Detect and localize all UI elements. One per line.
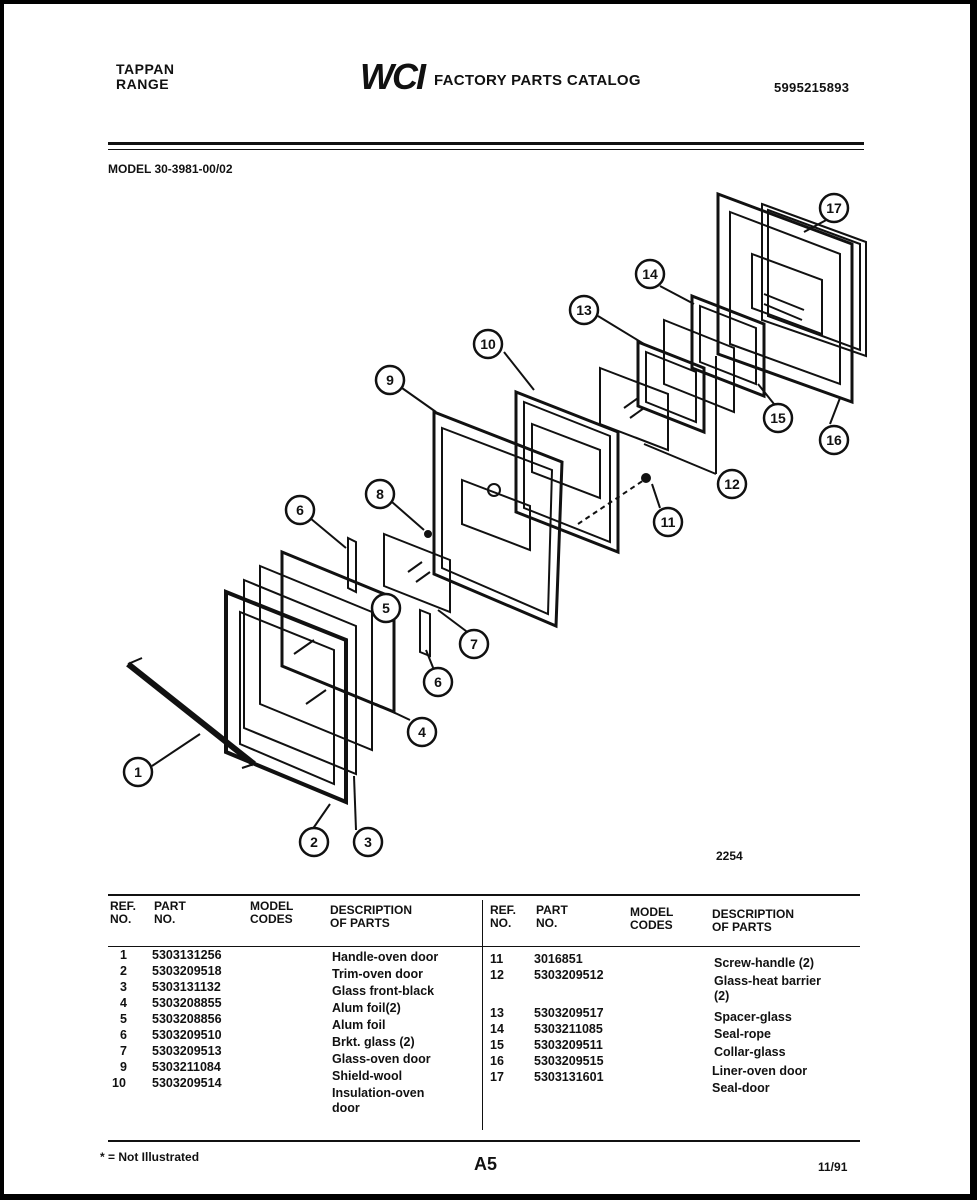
callout-9: 9 — [386, 372, 394, 388]
callout-16: 16 — [826, 432, 842, 448]
row-ref: 11 — [490, 952, 504, 966]
callout-6-upper: 6 — [296, 502, 304, 518]
row-part: 5303209511 — [534, 1038, 603, 1052]
part-alum-foil — [282, 552, 394, 712]
row-part: 5303208856 — [152, 1012, 222, 1026]
exploded-diagram — [4, 4, 970, 884]
header-ref-left: REF. NO. — [110, 899, 137, 926]
part-handle-oven-door — [128, 658, 254, 768]
row-part: 5303209510 — [152, 1028, 222, 1042]
callout-8: 8 — [376, 486, 384, 502]
parts-catalog-page — [4, 4, 970, 1194]
callout-4: 4 — [418, 724, 426, 740]
header-part-left: PART NO. — [154, 899, 186, 926]
row-part: 5303211085 — [534, 1022, 603, 1036]
row-ref: 9 — [120, 1060, 127, 1074]
row-ref: 2 — [120, 964, 127, 978]
part-bracket-glass-upper — [348, 538, 356, 592]
row-desc: Handle-oven door — [332, 950, 439, 964]
part-insulation — [516, 392, 618, 552]
header-codes-left: MODEL CODES — [250, 899, 294, 926]
row-desc: Trim-oven door — [332, 967, 423, 981]
part-shield-wool — [434, 412, 562, 626]
catalog-title: FACTORY PARTS CATALOG — [434, 72, 641, 89]
row-part: 5303209514 — [152, 1076, 222, 1090]
row-desc: Seal-door — [712, 1081, 770, 1095]
row-ref: 16 — [490, 1054, 504, 1068]
row-desc: Screw-handle (2) — [714, 956, 815, 970]
row-desc: Insulation-oven door — [332, 1086, 425, 1115]
table-divider — [482, 900, 483, 1130]
row-part: 5303131256 — [152, 948, 222, 962]
part-screw-handle — [642, 474, 650, 482]
model-number: MODEL 30-3981-00/02 — [108, 162, 233, 176]
callout-11: 11 — [660, 514, 676, 530]
row-part: 5303209512 — [534, 968, 604, 982]
row-part: 5303209518 — [152, 964, 222, 978]
row-ref: 13 — [490, 1006, 504, 1020]
callout-2: 2 — [310, 834, 318, 850]
page-number: A5 — [474, 1154, 498, 1174]
callout-14: 14 — [642, 266, 658, 282]
callout-5: 5 — [382, 600, 390, 616]
catalog-number: 5995215893 — [774, 80, 850, 95]
row-ref: 1 — [120, 948, 127, 962]
header-part-right: PART NO. — [536, 903, 568, 930]
header-desc-left: DESCRIPTION OF PARTS — [330, 903, 413, 930]
callout-17: 17 — [826, 200, 842, 216]
figure-number: 2254 — [716, 849, 743, 863]
callout-15: 15 — [770, 410, 786, 426]
row-desc: Glass front-black — [332, 984, 435, 998]
row-part: 5303208855 — [152, 996, 222, 1010]
row-ref: 6 — [120, 1028, 127, 1042]
table-bottom-rule — [108, 1140, 860, 1142]
brand-line1: TAPPAN — [116, 61, 175, 77]
callout-1: 1 — [134, 764, 142, 780]
row-ref: 14 — [490, 1022, 504, 1036]
callout-12: 12 — [724, 476, 740, 492]
row-desc: Spacer-glass — [714, 1010, 792, 1024]
row-desc: Liner-oven door — [712, 1064, 808, 1078]
header-ref-right: REF. NO. — [490, 903, 517, 930]
row-ref: 5 — [120, 1012, 127, 1026]
callout-10: 10 — [480, 336, 496, 352]
callout-13: 13 — [576, 302, 592, 318]
header-desc-right: DESCRIPTION OF PARTS — [712, 907, 795, 934]
row-part: 3016851 — [534, 952, 583, 966]
table-header-rule — [108, 946, 860, 947]
row-desc: Alum foil(2) — [332, 1001, 401, 1015]
brand-line2: RANGE — [116, 76, 170, 92]
callout-3: 3 — [364, 834, 372, 850]
wci-logo: WCI — [360, 56, 424, 97]
part-bracket-glass-lower — [420, 610, 430, 656]
row-desc: Seal-rope — [714, 1027, 771, 1041]
row-ref: 7 — [120, 1044, 127, 1058]
row-part: 5303209515 — [534, 1054, 604, 1068]
table-top-rule — [108, 894, 860, 896]
row-ref: 10 — [112, 1076, 126, 1090]
row-part: 5303131601 — [534, 1070, 604, 1084]
row-desc: Shield-wool — [332, 1069, 403, 1083]
row-desc: Collar-glass — [714, 1045, 786, 1059]
row-part: 5303131132 — [152, 980, 221, 994]
row-ref: 12 — [490, 968, 504, 982]
row-desc: Glass-heat barrier (2) — [714, 974, 821, 1003]
callout-7: 7 — [470, 636, 478, 652]
row-part: 5303211084 — [152, 1060, 221, 1074]
part-liner-oven-door — [718, 194, 852, 402]
row-ref: 17 — [490, 1070, 504, 1084]
callout-6-lower: 6 — [434, 674, 442, 690]
part-8 — [425, 531, 431, 537]
not-illustrated-note: * = Not Illustrated — [100, 1150, 200, 1164]
row-desc: Glass-oven door — [332, 1052, 431, 1066]
row-part: 5303209517 — [534, 1006, 604, 1020]
revision-date: 11/91 — [818, 1160, 848, 1174]
row-desc: Alum foil — [332, 1018, 386, 1032]
header-codes-right: MODEL CODES — [630, 905, 674, 932]
row-ref: 15 — [490, 1038, 504, 1052]
row-ref: 3 — [120, 980, 127, 994]
row-desc: Brkt. glass (2) — [332, 1035, 415, 1049]
row-ref: 4 — [120, 996, 127, 1010]
row-part: 5303209513 — [152, 1044, 222, 1058]
